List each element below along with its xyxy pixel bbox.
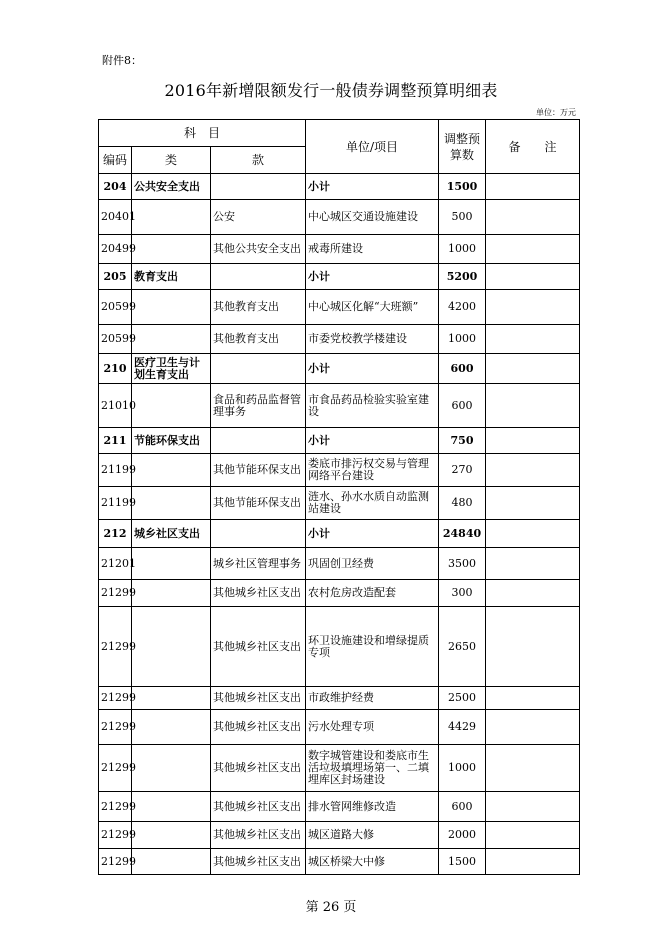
cell-category bbox=[132, 792, 211, 822]
cell-category bbox=[132, 487, 211, 520]
cell-remark bbox=[486, 687, 580, 710]
cell-project: 小计 bbox=[306, 354, 439, 384]
cell-project: 小计 bbox=[306, 174, 439, 200]
subtotal-row bbox=[99, 264, 580, 290]
cell-subcategory: 其他城乡社区支出 bbox=[211, 710, 306, 745]
cell-remark bbox=[486, 580, 580, 607]
cell-code: 205 bbox=[99, 264, 132, 290]
cell-project: 娄底市排污权交易与管理网络平台建设 bbox=[306, 454, 439, 487]
cell-project: 环卫设施建设和增绿提质专项 bbox=[306, 607, 439, 687]
cell-remark bbox=[486, 849, 580, 875]
table-row bbox=[99, 235, 580, 264]
cell-amount: 600 bbox=[439, 384, 486, 428]
table-row bbox=[99, 849, 580, 875]
cell-project: 城区桥梁大中修 bbox=[306, 849, 439, 875]
table-row bbox=[99, 384, 580, 428]
table-row bbox=[99, 687, 580, 710]
cell-project: 中心城区交通设施建设 bbox=[306, 200, 439, 235]
cell-amount: 4429 bbox=[439, 710, 486, 745]
cell-code: 211 bbox=[99, 428, 132, 454]
table-row bbox=[99, 200, 580, 235]
cell-code: 204 bbox=[99, 174, 132, 200]
cell-category: 教育支出 bbox=[132, 264, 211, 290]
cell-code: 21299 bbox=[99, 822, 132, 849]
table-row bbox=[99, 487, 580, 520]
cell-remark bbox=[486, 174, 580, 200]
cell-remark bbox=[486, 235, 580, 264]
cell-code: 21299 bbox=[99, 580, 132, 607]
cell-subcategory bbox=[211, 174, 306, 200]
subtotal-row bbox=[99, 428, 580, 454]
cell-project: 小计 bbox=[306, 520, 439, 548]
cell-category bbox=[132, 710, 211, 745]
cell-amount: 600 bbox=[439, 354, 486, 384]
cell-amount: 500 bbox=[439, 200, 486, 235]
cell-subcategory bbox=[211, 428, 306, 454]
cell-category bbox=[132, 200, 211, 235]
cell-project: 小计 bbox=[306, 264, 439, 290]
cell-subcategory: 其他城乡社区支出 bbox=[211, 792, 306, 822]
cell-code: 21299 bbox=[99, 792, 132, 822]
attachment-label: 附件8： bbox=[102, 54, 142, 67]
cell-project: 市政维护经费 bbox=[306, 687, 439, 710]
cell-amount: 1000 bbox=[439, 745, 486, 792]
cell-subcategory: 其他城乡社区支出 bbox=[211, 580, 306, 607]
table-row bbox=[99, 290, 580, 325]
cell-code: 21199 bbox=[99, 487, 132, 520]
header-remark: 备 注 bbox=[486, 120, 580, 174]
cell-amount: 2650 bbox=[439, 607, 486, 687]
cell-category bbox=[132, 454, 211, 487]
header-subject: 科 目 bbox=[99, 120, 306, 147]
cell-remark bbox=[486, 487, 580, 520]
cell-remark bbox=[486, 822, 580, 849]
cell-amount: 4200 bbox=[439, 290, 486, 325]
cell-subcategory: 其他教育支出 bbox=[211, 290, 306, 325]
cell-subcategory: 其他节能环保支出 bbox=[211, 454, 306, 487]
cell-code: 20401 bbox=[99, 200, 132, 235]
cell-amount: 1500 bbox=[439, 849, 486, 875]
cell-category: 医疗卫生与计划生育支出 bbox=[132, 354, 211, 384]
cell-subcategory: 城乡社区管理事务 bbox=[211, 548, 306, 580]
table-row bbox=[99, 745, 580, 792]
cell-project: 涟水、孙水水质自动监测站建设 bbox=[306, 487, 439, 520]
cell-amount: 480 bbox=[439, 487, 486, 520]
cell-amount: 300 bbox=[439, 580, 486, 607]
cell-remark bbox=[486, 354, 580, 384]
cell-project: 数字城管建设和娄底市生活垃圾填埋场第一、二填埋库区封场建设 bbox=[306, 745, 439, 792]
cell-subcategory: 其他城乡社区支出 bbox=[211, 607, 306, 687]
cell-code: 210 bbox=[99, 354, 132, 384]
cell-project: 巩固创卫经费 bbox=[306, 548, 439, 580]
unit-label: 单位：万元 bbox=[536, 108, 576, 117]
cell-subcategory bbox=[211, 354, 306, 384]
cell-category bbox=[132, 580, 211, 607]
cell-category: 城乡社区支出 bbox=[132, 520, 211, 548]
cell-code: 21299 bbox=[99, 687, 132, 710]
cell-project: 市委党校教学楼建设 bbox=[306, 325, 439, 354]
cell-amount: 24840 bbox=[439, 520, 486, 548]
cell-remark bbox=[486, 290, 580, 325]
cell-category bbox=[132, 384, 211, 428]
cell-subcategory: 其他公共安全支出 bbox=[211, 235, 306, 264]
table-row bbox=[99, 822, 580, 849]
cell-code: 21299 bbox=[99, 849, 132, 875]
cell-project: 中心城区化解“大班额” bbox=[306, 290, 439, 325]
cell-code: 21299 bbox=[99, 710, 132, 745]
cell-remark bbox=[486, 792, 580, 822]
cell-subcategory: 其他城乡社区支出 bbox=[211, 822, 306, 849]
cell-project: 排水管网维修改造 bbox=[306, 792, 439, 822]
subtotal-row bbox=[99, 520, 580, 548]
cell-code: 21201 bbox=[99, 548, 132, 580]
cell-category: 公共安全支出 bbox=[132, 174, 211, 200]
cell-subcategory: 其他教育支出 bbox=[211, 325, 306, 354]
header-unit-project: 单位/项目 bbox=[306, 120, 439, 174]
cell-amount: 5200 bbox=[439, 264, 486, 290]
cell-subcategory: 其他城乡社区支出 bbox=[211, 687, 306, 710]
page-title: 2016年新增限额发行一般债券调整预算明细表 bbox=[164, 81, 498, 100]
cell-amount: 1000 bbox=[439, 325, 486, 354]
cell-subcategory: 其他城乡社区支出 bbox=[211, 849, 306, 875]
table-row bbox=[99, 548, 580, 580]
header-amount: 调整预算数 bbox=[439, 120, 486, 174]
table-row bbox=[99, 325, 580, 354]
cell-category bbox=[132, 822, 211, 849]
table-row bbox=[99, 580, 580, 607]
table-row bbox=[99, 792, 580, 822]
cell-remark bbox=[486, 745, 580, 792]
cell-code: 212 bbox=[99, 520, 132, 548]
subtotal-row bbox=[99, 174, 580, 200]
table-row bbox=[99, 607, 580, 687]
cell-remark bbox=[486, 607, 580, 687]
table-row bbox=[99, 454, 580, 487]
cell-code: 20599 bbox=[99, 290, 132, 325]
cell-category bbox=[132, 325, 211, 354]
cell-amount: 2000 bbox=[439, 822, 486, 849]
cell-code: 21199 bbox=[99, 454, 132, 487]
cell-category bbox=[132, 687, 211, 710]
header-kuan: 款 bbox=[211, 147, 306, 174]
cell-remark bbox=[486, 454, 580, 487]
cell-remark bbox=[486, 520, 580, 548]
cell-amount: 750 bbox=[439, 428, 486, 454]
cell-remark bbox=[486, 325, 580, 354]
cell-project: 污水处理专项 bbox=[306, 710, 439, 745]
cell-remark bbox=[486, 200, 580, 235]
header-code: 编码 bbox=[99, 147, 132, 174]
cell-category bbox=[132, 235, 211, 264]
cell-code: 21299 bbox=[99, 745, 132, 792]
cell-amount: 2500 bbox=[439, 687, 486, 710]
cell-category bbox=[132, 607, 211, 687]
cell-subcategory bbox=[211, 264, 306, 290]
cell-amount: 600 bbox=[439, 792, 486, 822]
cell-project: 戒毒所建设 bbox=[306, 235, 439, 264]
cell-subcategory: 其他城乡社区支出 bbox=[211, 745, 306, 792]
cell-subcategory: 公安 bbox=[211, 200, 306, 235]
cell-category bbox=[132, 290, 211, 325]
cell-amount: 1000 bbox=[439, 235, 486, 264]
header-lei: 类 bbox=[132, 147, 211, 174]
cell-remark bbox=[486, 428, 580, 454]
cell-remark bbox=[486, 710, 580, 745]
cell-subcategory: 其他节能环保支出 bbox=[211, 487, 306, 520]
cell-amount: 270 bbox=[439, 454, 486, 487]
cell-code: 21299 bbox=[99, 607, 132, 687]
cell-project: 城区道路大修 bbox=[306, 822, 439, 849]
page-number: 第 26 页 bbox=[305, 900, 357, 915]
cell-category bbox=[132, 849, 211, 875]
cell-remark bbox=[486, 264, 580, 290]
subtotal-row bbox=[99, 354, 580, 384]
cell-remark bbox=[486, 548, 580, 580]
cell-project: 农村危房改造配套 bbox=[306, 580, 439, 607]
cell-code: 21010 bbox=[99, 384, 132, 428]
cell-project: 小计 bbox=[306, 428, 439, 454]
cell-category bbox=[132, 548, 211, 580]
cell-code: 20499 bbox=[99, 235, 132, 264]
cell-amount: 1500 bbox=[439, 174, 486, 200]
table-row bbox=[99, 710, 580, 745]
cell-subcategory: 食品和药品监督管理事务 bbox=[211, 384, 306, 428]
cell-project: 市食品药品检验实验室建设 bbox=[306, 384, 439, 428]
cell-category: 节能环保支出 bbox=[132, 428, 211, 454]
cell-code: 20599 bbox=[99, 325, 132, 354]
budget-table bbox=[98, 119, 580, 875]
cell-subcategory bbox=[211, 520, 306, 548]
cell-remark bbox=[486, 384, 580, 428]
cell-category bbox=[132, 745, 211, 792]
cell-amount: 3500 bbox=[439, 548, 486, 580]
